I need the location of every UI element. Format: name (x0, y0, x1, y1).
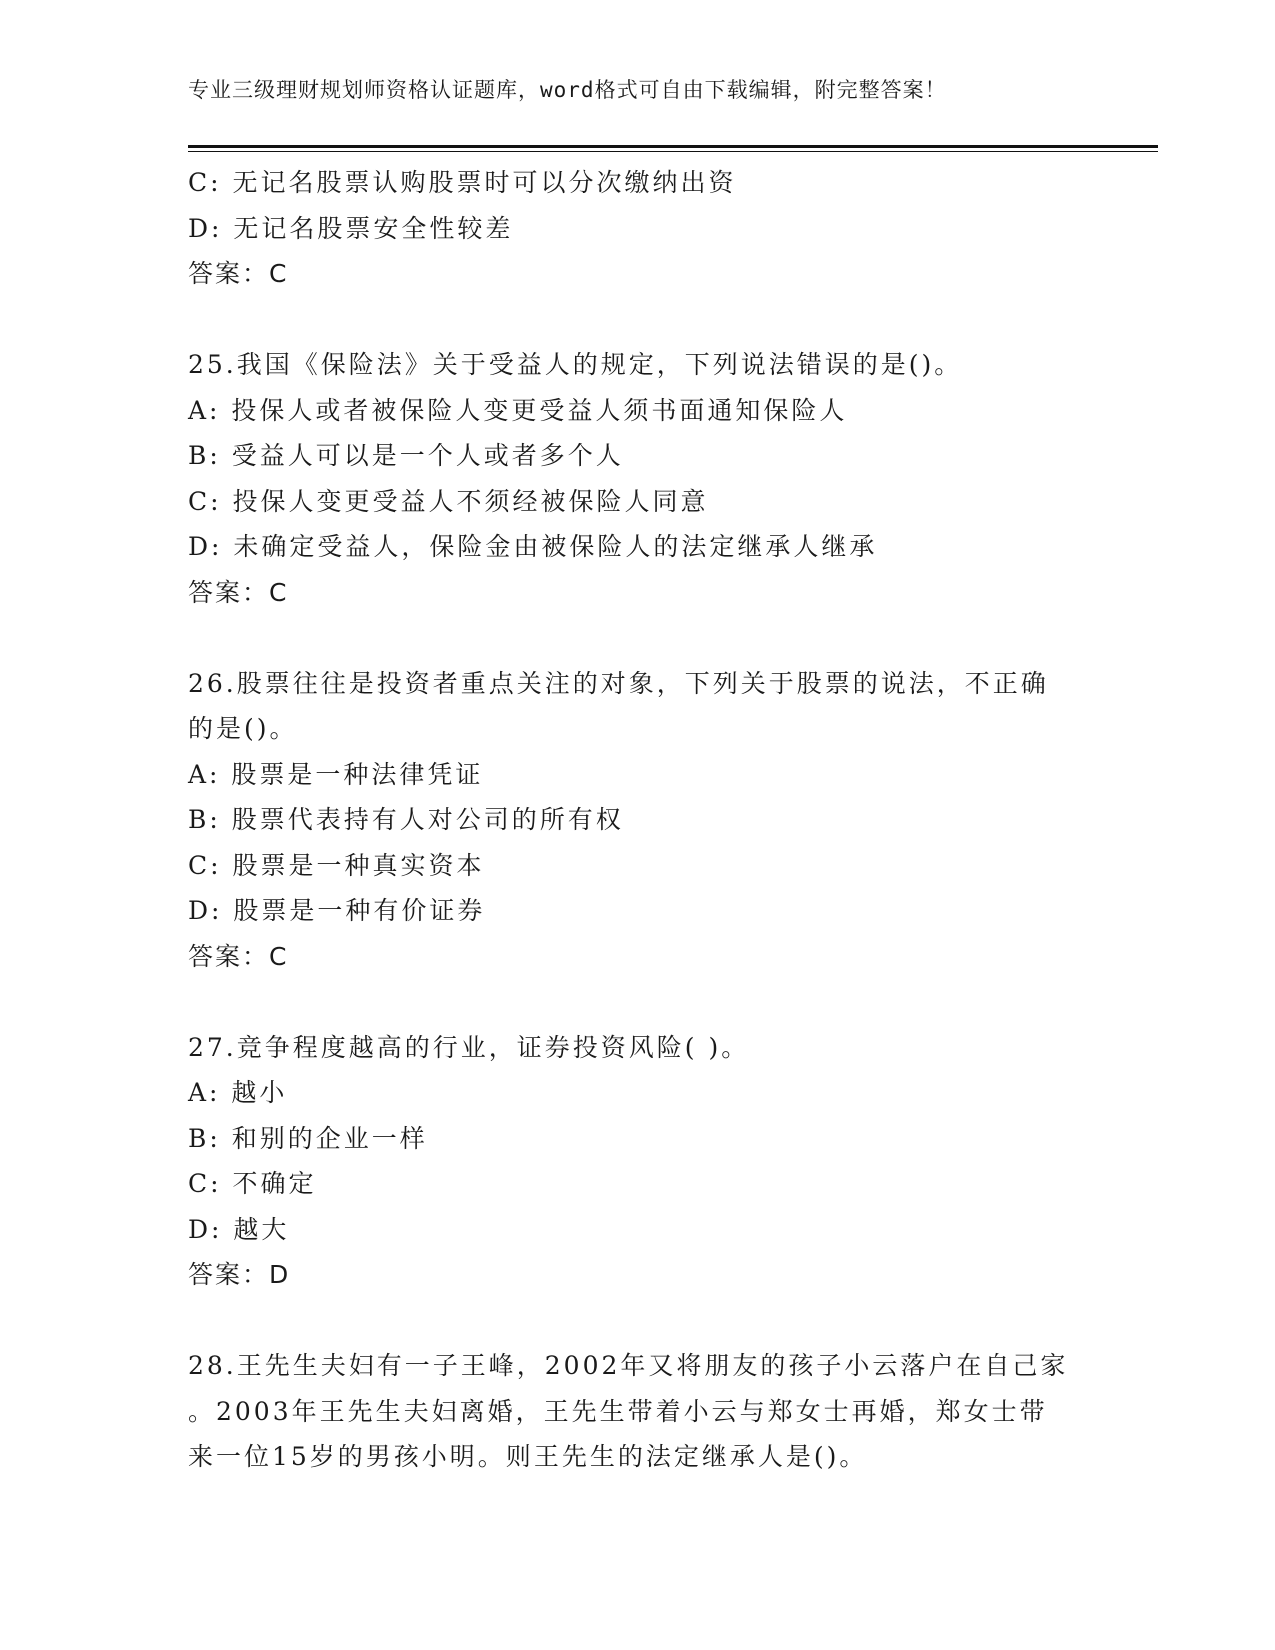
question-text-line: 28.王先生夫妇有一子王峰，2002年又将朋友的孩子小云落户在自己家 (188, 1351, 1069, 1380)
question-text-line: 25.我国《保险法》关于受益人的规定，下列说法错误的是()。 (188, 350, 963, 379)
question-text-line: D: 无记名股票安全性较差 (188, 213, 514, 243)
page-header: 专业三级理财规划师资格认证题库，word格式可自由下载编辑，附完整答案！ (188, 78, 947, 102)
header-divider-thin (188, 151, 1158, 152)
question-text-line: C: 不确定 (188, 1169, 317, 1198)
answer-line: 答案：D (188, 1260, 291, 1289)
question-content (188, 160, 1088, 1480)
question-text-line: C: 投保人变更受益人不须经被保险人同意 (188, 486, 709, 516)
answer-line: 答案：C (188, 941, 289, 971)
question-text-line: 。2003年王先生夫妇离婚，王先生带着小云与郑女士再婚，郑女士带 (188, 1396, 1048, 1426)
blank-line (188, 1298, 1088, 1344)
blank-line (188, 615, 1088, 661)
question-text-line: 27.竞争程度越高的行业，证券投资风险( )。 (188, 1032, 750, 1062)
question-text-line: D: 股票是一种有价证券 (188, 896, 486, 925)
blank-line (188, 297, 1088, 343)
question-text-line: C: 股票是一种真实资本 (188, 850, 485, 880)
question-text-line: 来一位15岁的男孩小明。则王先生的法定继承人是()。 (188, 1442, 868, 1471)
question-text-line: C: 无记名股票认购股票时可以分次缴纳出资 (188, 168, 737, 197)
question-text-line: 26.股票往往是投资者重点关注的对象，下列关于股票的说法，不正确 (188, 668, 1049, 698)
question-text-line: D: 未确定受益人，保险金由被保险人的法定继承人继承 (188, 532, 878, 561)
header-divider-thick (188, 145, 1158, 148)
question-text-line: 的是()。 (188, 714, 298, 743)
answer-line: 答案：C (188, 577, 289, 607)
question-text-line: A: 投保人或者被保险人变更受益人须书面通知保险人 (188, 395, 848, 425)
question-text-line: B: 和别的企业一样 (188, 1123, 428, 1153)
answer-line: 答案：C (188, 259, 289, 288)
question-text-line: A: 越小 (188, 1078, 288, 1107)
question-text-line: A: 股票是一种法律凭证 (188, 759, 484, 789)
question-text-line: B: 受益人可以是一个人或者多个人 (188, 441, 624, 470)
blank-line (188, 979, 1088, 1025)
question-text-line: D: 越大 (188, 1214, 290, 1244)
question-text-line: B: 股票代表持有人对公司的所有权 (188, 805, 624, 834)
